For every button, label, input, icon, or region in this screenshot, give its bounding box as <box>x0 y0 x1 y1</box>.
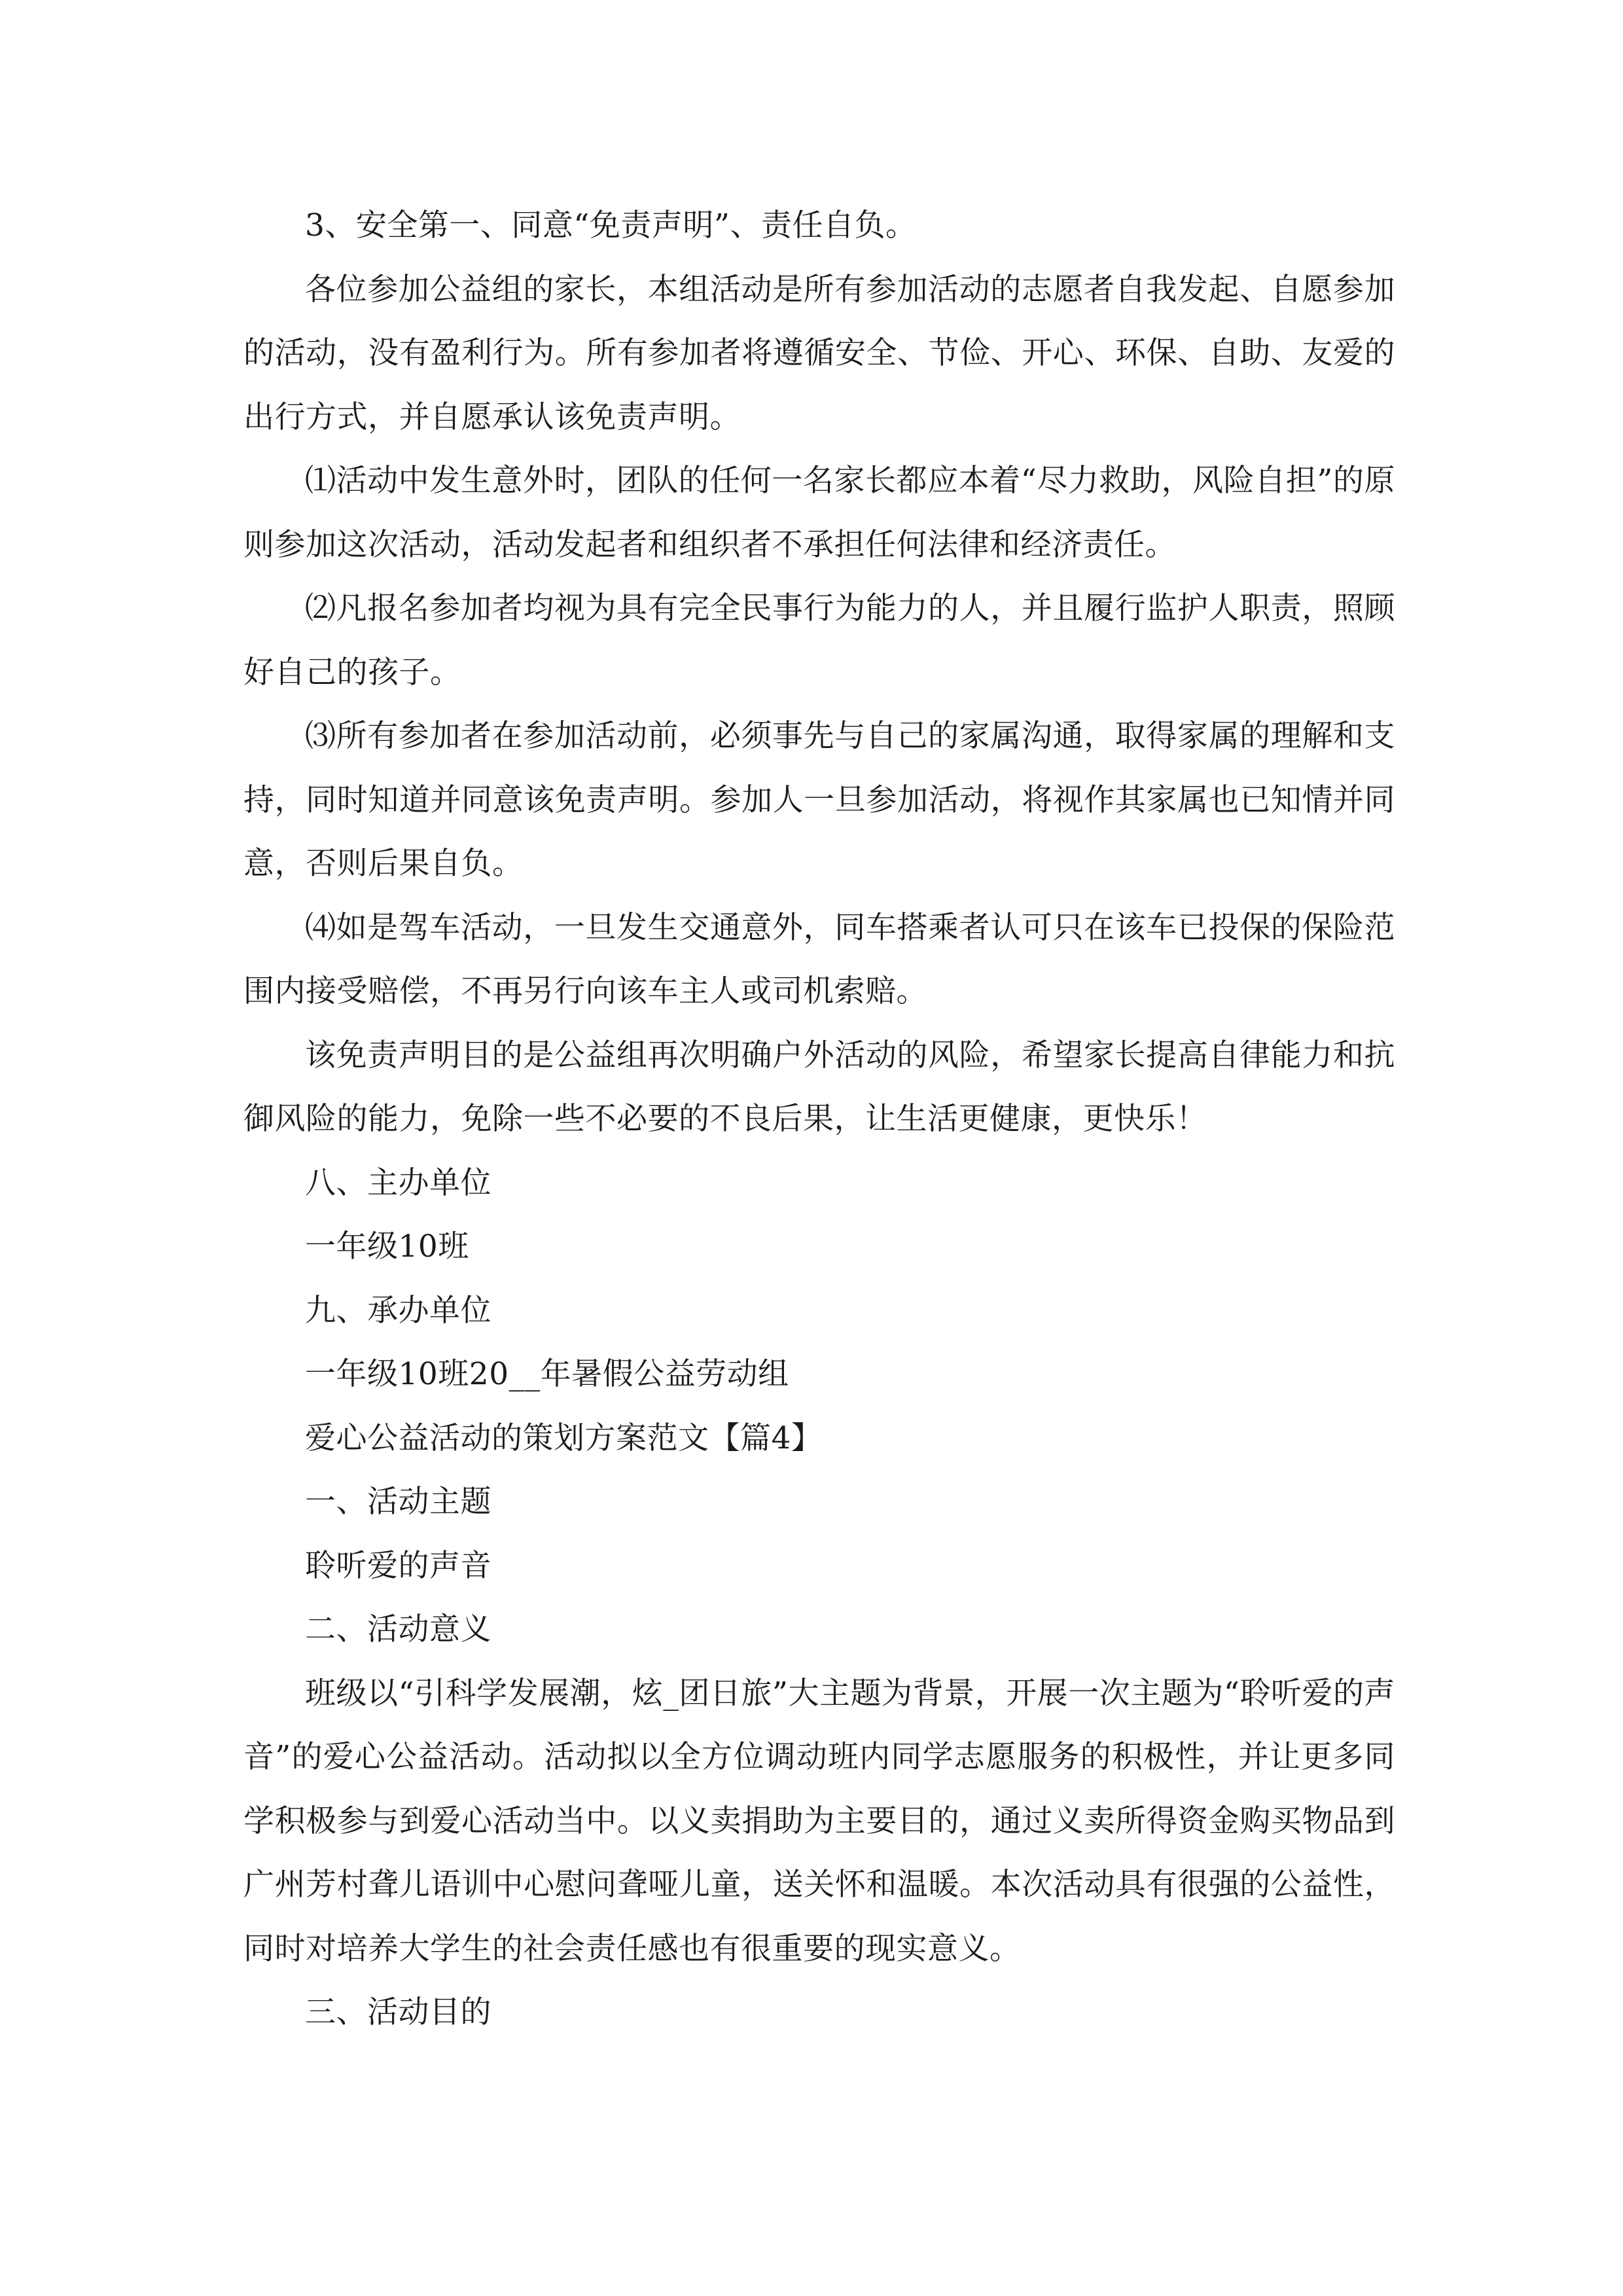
document-body <box>243 194 1395 2045</box>
organizer-unit-value: 一年级10班20__年暑假公益劳动组 <box>305 1356 789 1392</box>
paragraph-clause-1: ⑴活动中发生意外时，团队的任何一名家长都应本着“尽力救助，风险自担”的原则参加这次活动，活动发起者和组织者不承担任何法律和经济责任。 <box>243 463 1395 563</box>
paragraph-disclaimer-purpose: 该免责声明目的是公益组再次明确户外活动的风险，希望家长提高自律能力和抗御风险的能力，免除一些不必要的不良后果，让生活更健康，更快乐！ <box>243 1037 1395 1137</box>
paragraph-activity-significance: 班级以“引科学发展潮，炫_团日旅”大主题为背景，开展一次主题为“聆听爱的声音”的爱心公益活动。活动拟以全方位调动班内同学志愿服务的积极性，并让更多同学积极参与到爱心活动当中。以义卖捐助为主要目的，通过义卖所得资金购买物品到广州芳村聋儿语训中心慰问聋哑儿童，送关怀和温暖。本次活动具有很强的公益性，同时对培养大学生的社会责任感也有很重要的现实意义。 <box>243 1675 1395 1967</box>
paragraph-clause-4: ⑷如是驾车活动，一旦发生交通意外，同车搭乘者认可只在该车已投保的保险范围内接受赔偿，不再另行向该车主人或司机索赔。 <box>243 909 1395 1009</box>
heading-activity-theme: 一、活动主题 <box>305 1484 491 1520</box>
heading-host-unit: 八、主办单位 <box>305 1164 491 1201</box>
heading-organizer-unit: 九、承办单位 <box>305 1292 491 1329</box>
activity-theme-value: 聆听爱的声音 <box>305 1547 491 1584</box>
heading-activity-purpose: 三、活动目的 <box>305 1994 491 2030</box>
paragraph-clause-2: ⑵凡报名参加者均视为具有完全民事行为能力的人，并且履行监护人职责，照顾好自己的孩子。 <box>243 590 1395 691</box>
paragraph-clause-3: ⑶所有参加者在参加活动前，必须事先与自己的家属沟通，取得家属的理解和支持，同时知道并同意该免责声明。参加人一旦参加活动，将视作其家属也已知情并同意，否则后果自负。 <box>243 718 1395 882</box>
paragraph-safety-first: 3、安全第一、同意“免责声明”、责任自负。 <box>305 207 917 243</box>
paragraph-disclaimer-intro: 各位参加公益组的家长，本组活动是所有参加活动的志愿者自我发起、自愿参加的活动，没有盈利行为。所有参加者将遵循安全、节俭、开心、环保、自助、友爱的出行方式，并自愿承认该免责声明。 <box>243 271 1395 435</box>
section-title-part-4: 爱心公益活动的策划方案范文【篇4】 <box>305 1420 823 1456</box>
host-unit-value: 一年级10班 <box>305 1229 469 1265</box>
heading-activity-significance: 二、活动意义 <box>305 1611 491 1647</box>
